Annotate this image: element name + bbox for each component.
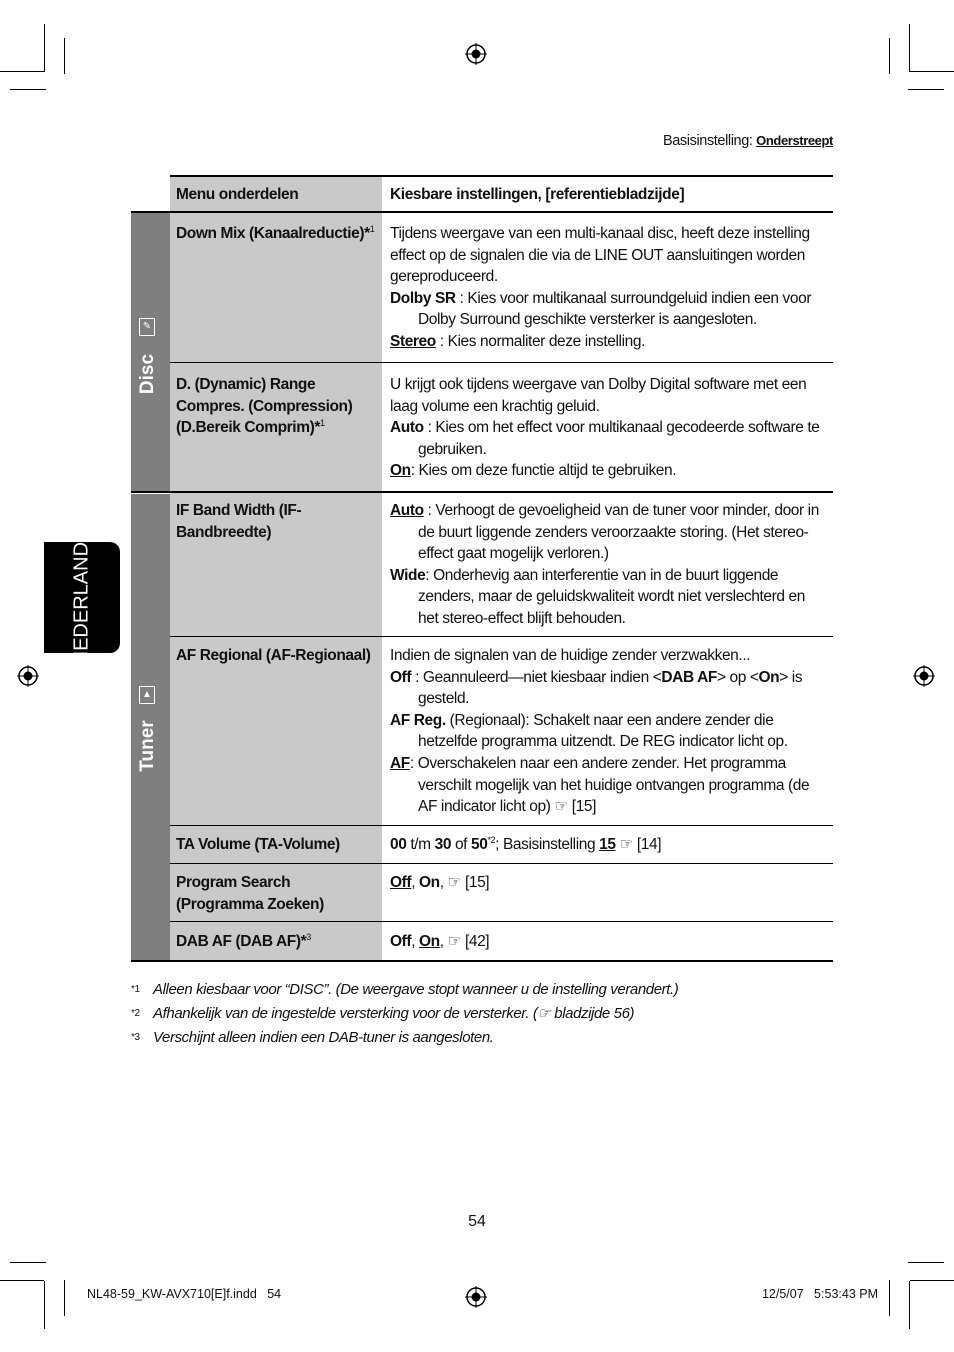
drange-settings: U krijgt ook tijdens weergave van Dolby Digital software met een laag volume een krachtig geluid. Auto : Kies om het effect voor multikanaal gecodeerde software te gebruiken. On: Kies om deze functie altijd te gebruiken. [390, 376, 820, 480]
progsearch-settings: Off, On, ☞ [15] [390, 874, 490, 891]
crop-mark [10, 1262, 46, 1263]
crop-mark [908, 1262, 944, 1263]
progsearch-label: Program Search (Programma Zoeken) [176, 874, 324, 913]
drange-label: D. (Dynamic) Range Compres. (Compression) (D.Bereik Comprim)*$^1$ [176, 376, 353, 437]
footnote: *2 Afhankelijk van de ingestelde versterking voor de versterker. (☞ bladzijde 56) [131, 1005, 635, 1022]
dabaf-label: DAB AF (DAB AF)*$^3$ [176, 931, 311, 950]
crop-mark [0, 1280, 44, 1281]
default-setting-label: Basisinstelling: [663, 133, 753, 149]
default-setting-note [663, 133, 833, 149]
crop-mark [909, 24, 910, 72]
crop-mark [44, 24, 45, 72]
ifband-settings: Auto : Verhoogt de gevoeligheid van de tuner voor minder, door in de buurt liggende zenders veroorzaakte storing. (Het stereo-effect gaat mogelijk verloren.) Wide: Onderhevig aan interferentie van in de buurt liggende zenders, maar de geluidskwaliteit wordt niet verslechterd en het stereo-effect blijft behouden. [390, 502, 819, 627]
tavol-label: TA Volume (TA-Volume) [176, 836, 340, 853]
print-file-info: NL48-59_KW-AVX710[E]f.indd 54 [87, 1287, 282, 1301]
downmix-intro: Tijdens weergave van een multi-kanaal disc, heeft deze instelling effect op de signalen die via de LINE OUT aansluitingen worden gereproduceerd. [390, 225, 810, 286]
crop-mark [889, 38, 890, 74]
language-tab [44, 528, 120, 666]
downmix-label: Down Mix (Kanaalreductie)*$^1$ [176, 223, 375, 242]
tuner-icon: ▲ [139, 686, 155, 704]
language-tab-label: NEDERLANDS [70, 528, 93, 666]
crop-mark [10, 89, 46, 90]
registration-mark-icon [465, 1286, 487, 1308]
footnote: *1 Alleen kiesbaar voor “DISC”. (De weergave stopt wanneer u de instelling verandert.) [131, 981, 679, 998]
dabaf-settings: Off, On, ☞ [42] [390, 933, 490, 950]
crop-mark [909, 1281, 910, 1329]
default-setting-value: Onderstreept [756, 133, 833, 148]
crop-mark [910, 71, 954, 72]
crop-mark [0, 71, 44, 72]
registration-mark-icon [913, 665, 935, 687]
crop-mark [44, 1281, 45, 1329]
footnote: *3 Verschijnt alleen indien een DAB-tuner is aangesloten. [131, 1029, 494, 1046]
section-bar-disc [131, 213, 170, 492]
crop-mark [910, 1280, 954, 1281]
crop-mark [64, 38, 65, 74]
print-date-info: 12/5/07 5:53:43 PM [761, 1287, 878, 1301]
crop-mark [64, 1280, 65, 1316]
section-label-tuner-wrap [137, 720, 159, 772]
downmix-settings: Tijdens weergave van een multi-kanaal disc, heeft deze instelling effect op de signalen die via de LINE OUT aansluitingen worden gereproduceerd. Dolby SR : Kies voor multikanaal surroundgeluid indien een voor Dolby Surround geschikte versterker is aangesloten. Stereo : Kies normaliter deze instelling. [390, 223, 826, 353]
registration-mark-icon [465, 43, 487, 65]
section-label-tuner: Tuner [137, 720, 158, 772]
crop-mark [908, 89, 944, 90]
section-label-disc: Disc [137, 353, 158, 395]
table-header-col1: Menu onderdelen [176, 186, 299, 203]
afreg-label: AF Regional (AF-Regionaal) [176, 647, 371, 664]
section-label-disc-wrap [137, 353, 159, 395]
disc-icon: ✎ [139, 318, 155, 336]
ifband-label: IF Band Width (IF-Bandbreedte) [176, 502, 302, 541]
tavol-settings: 00 t/m 30 of 50$^{*2}$; Basisinstelling 15 ☞ [14] [390, 834, 662, 853]
afreg-settings: Indien de signalen van de huidige zender verzwakken... Off : Geannuleerd—niet kiesbaar indien <DAB AF> op <On> is gesteld. AF Reg. (Regionaal): Schakelt naar een andere zender die hetzelfde programma uitzendt. De REG indicator licht op. AF: Overschakelen naar een andere zender. Het programma verschilt mogelijk van het huidige ontvangen programma (de AF indicator licht op) ☞ [15] [390, 647, 810, 816]
table-bottom-rule [131, 960, 833, 962]
footnotes [131, 978, 831, 1050]
page-number: 54 [468, 1213, 486, 1230]
table-header-col2: Kiesbare instellingen, [referentiebladzijde] [390, 186, 685, 203]
registration-mark-icon [17, 665, 39, 687]
crop-mark [889, 1280, 890, 1316]
